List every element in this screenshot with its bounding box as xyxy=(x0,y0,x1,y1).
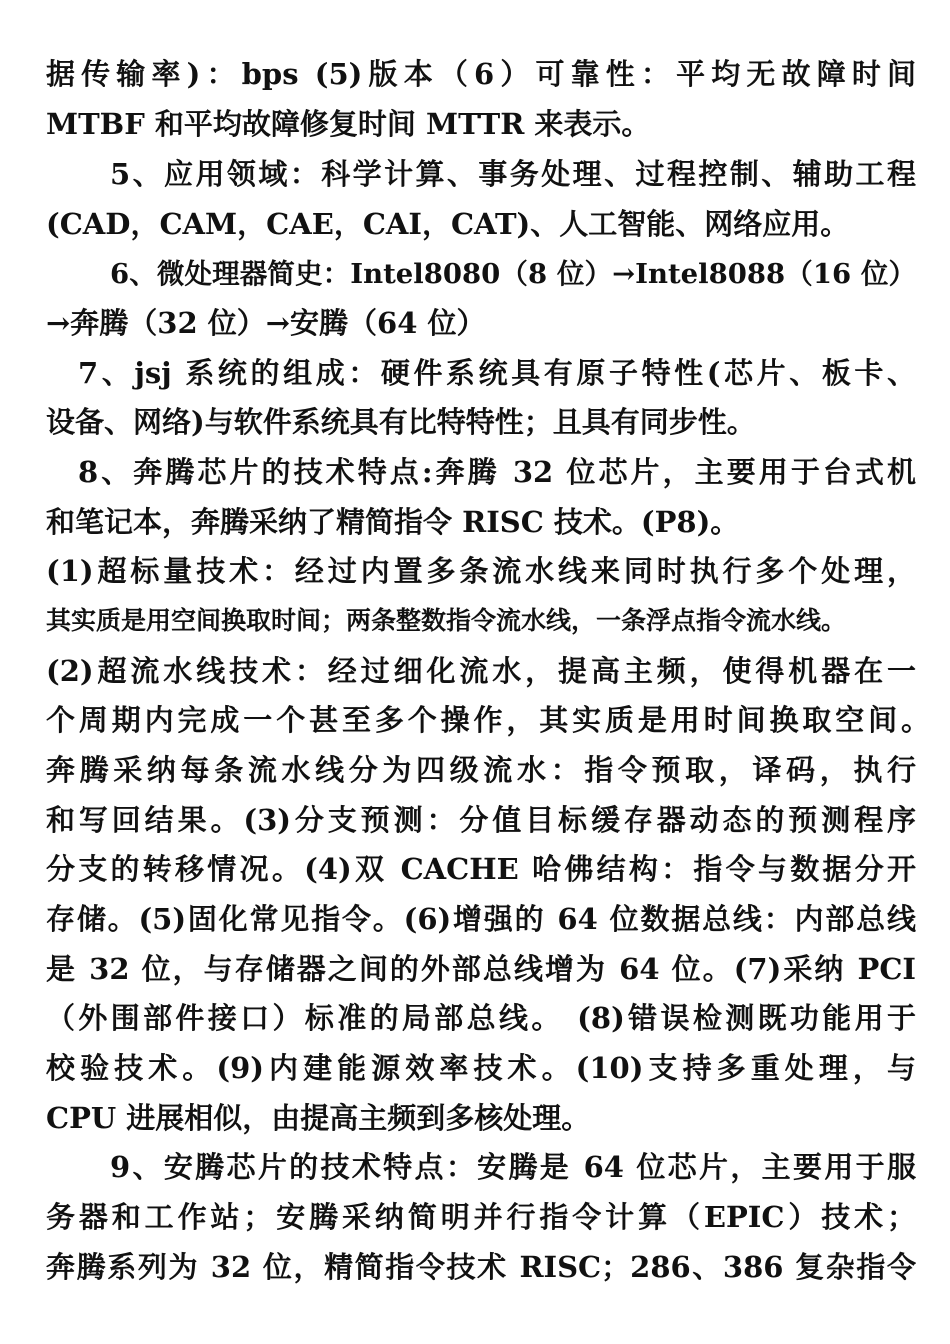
text-line: 是 32 位，与存储器之间的外部总线增为 64 位。(7)采纳 PCI xyxy=(46,952,916,986)
text-line: (2)超流水线技术：经过细化流水，提高主频，使得机器在一 xyxy=(46,654,916,688)
text-line: 个周期内完成一个甚至多个操作，其实质是用时间换取空间。 xyxy=(46,703,930,737)
text-line: (1)超标量技术：经过内置多条流水线来同时执行多个处理， xyxy=(46,554,916,588)
text-line: MTBF 和平均故障修复时间 MTTR 来表示。 xyxy=(46,107,651,141)
text-line: 奔腾系列为 32 位，精简指令技术 RISC；286、386 复杂指令 xyxy=(46,1250,916,1284)
text-line: 5、应用领域：科学计算、事务处理、过程控制、辅助工程 xyxy=(110,157,916,191)
text-line: 和笔记本，奔腾采纳了精简指令 RISC 技术。(P8)。 xyxy=(46,505,740,539)
text-line: 校验技术。(9)内建能源效率技术。(10)支持多重处理，与 xyxy=(46,1051,916,1085)
text-line: 设备、网络)与软件系统具有比特特性；且具有同步性。 xyxy=(46,405,756,439)
text-line: CPU 进展相似，由提高主频到多核处理。 xyxy=(46,1101,591,1135)
text-line: 奔腾采纳每条流水线分为四级流水：指令预取，译码，执行 xyxy=(46,753,916,787)
text-line: 7、jsj 系统的组成：硬件系统具有原子特性(芯片、板卡、 xyxy=(78,356,916,390)
text-line: (CAD，CAM，CAE，CAI，CAT)、人工智能、网络应用。 xyxy=(46,207,850,241)
text-line: 据传输率)：bps (5)版本（6）可靠性：平均无故障时间 xyxy=(46,57,916,91)
text-line: 存储。(5)固化常见指令。(6)增强的 64 位数据总线：内部总线 xyxy=(46,902,916,936)
text-line: 其实质是用空间换取时间；两条整数指令流水线，一条浮点指令流水线。 xyxy=(46,606,847,635)
text-line: 分支的转移情况。(4)双 CACHE 哈佛结构：指令与数据分开 xyxy=(46,852,916,886)
text-line: 8、奔腾芯片的技术特点:奔腾 32 位芯片，主要用于台式机 xyxy=(78,455,916,489)
text-line: 9、安腾芯片的技术特点：安腾是 64 位芯片，主要用于服 xyxy=(110,1150,916,1184)
text-line: →奔腾（32 位）→安腾（64 位） xyxy=(46,306,486,340)
text-line: （外围部件接口）标准的局部总线。 (8)错误检测既功能用于 xyxy=(46,1001,916,1035)
text-line: 务器和工作站；安腾采纳简明并行指令计算（EPIC）技术； xyxy=(46,1200,916,1234)
text-line: 和写回结果。(3)分支预测：分值目标缓存器动态的预测程序 xyxy=(46,803,916,837)
text-line: 6、微处理器简史：Intel8080（8 位）→Intel8088（16 位） xyxy=(110,258,916,290)
